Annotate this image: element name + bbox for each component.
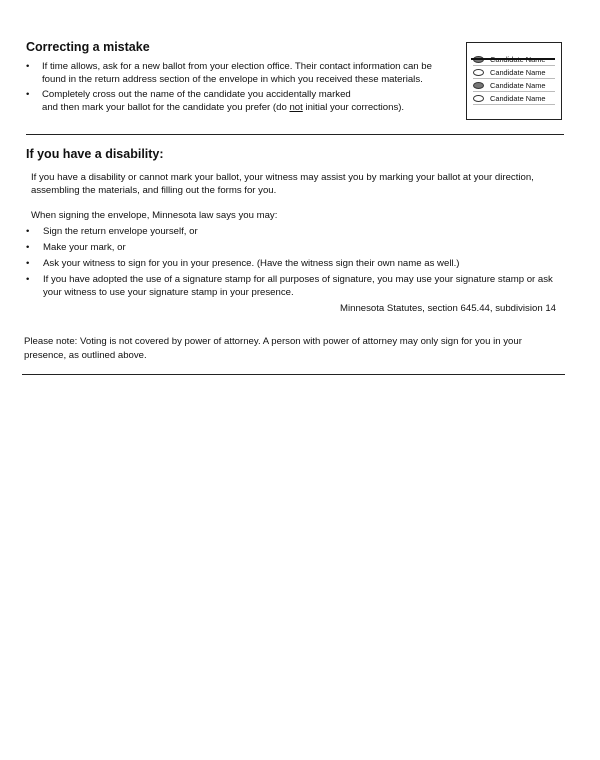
list-item <box>26 88 456 114</box>
bottom-divider <box>22 374 565 375</box>
option-text: Ask your witness to sign for you in your presence. (Have the witness sign their own name as well.) <box>43 258 460 269</box>
disability-intro: If you have a disability or cannot mark your ballot, your witness may assist you by marking your ballot at your direction, assembling the materials, and filling out the forms for you. <box>31 172 534 196</box>
correcting-mistake-section <box>26 40 456 116</box>
option-text: If you have adopted the use of a signature stamp for all purposes of signature, you may use your signature stamp or ask your witness to use your signature stamp in your presence. <box>43 274 553 298</box>
bullet-icon: • <box>26 274 30 285</box>
strike-through-line <box>471 58 555 60</box>
list-item <box>26 273 566 299</box>
bullet-icon: • <box>26 258 30 269</box>
oval-filled-icon <box>473 82 484 89</box>
sample-row-filled <box>473 79 555 92</box>
list-item <box>26 60 456 86</box>
oval-empty-icon <box>473 69 484 76</box>
sample-row <box>473 92 555 105</box>
statute-citation: Minnesota Statutes, section 645.44, subdivision 14 <box>340 303 556 314</box>
sample-row-crossed <box>473 53 555 66</box>
disability-section <box>26 147 566 325</box>
list-item <box>26 241 566 254</box>
list-item <box>26 225 566 238</box>
option-text: Make your mark, or <box>43 242 126 253</box>
power-of-attorney-note: Please note: Voting is not covered by power of attorney. A person with power of attorney may only sign for you in your presence, as outlined above. <box>24 336 522 361</box>
signing-options-list <box>26 225 566 299</box>
correcting-mistake-heading: Correcting a mistake <box>26 40 150 54</box>
bullet-text: Completely cross out the name of the candidate you accidentally marked <box>42 89 351 100</box>
candidate-name: Candidate Name <box>490 80 546 90</box>
bullet-text-end: initial your corrections). <box>302 102 405 113</box>
bullet-icon: • <box>26 89 30 100</box>
option-text: Sign the return envelope yourself, or <box>43 226 198 237</box>
bullet-text-cont: and then mark your ballot for the candidate you prefer (do <box>42 102 290 113</box>
candidate-name: Candidate Name <box>490 93 546 103</box>
bullet-icon: • <box>26 226 30 237</box>
correcting-mistake-list <box>26 60 456 114</box>
bullet-icon: • <box>26 61 30 72</box>
bullet-text: If time allows, ask for a new ballot from your election office. Their contact information can be found in the return address section of the envelope in which you received these materials. <box>42 61 432 85</box>
underlined-not: not <box>289 102 303 113</box>
sample-row <box>473 66 555 79</box>
candidate-name: Candidate Name <box>490 67 546 77</box>
disability-heading: If you have a disability: <box>26 147 164 161</box>
sample-ballot-illustration <box>466 42 562 120</box>
section-divider <box>26 134 564 135</box>
bullet-icon: • <box>26 242 30 253</box>
list-item <box>26 257 566 270</box>
oval-empty-icon <box>473 95 484 102</box>
signing-intro: When signing the envelope, Minnesota law says you may: <box>31 210 278 221</box>
